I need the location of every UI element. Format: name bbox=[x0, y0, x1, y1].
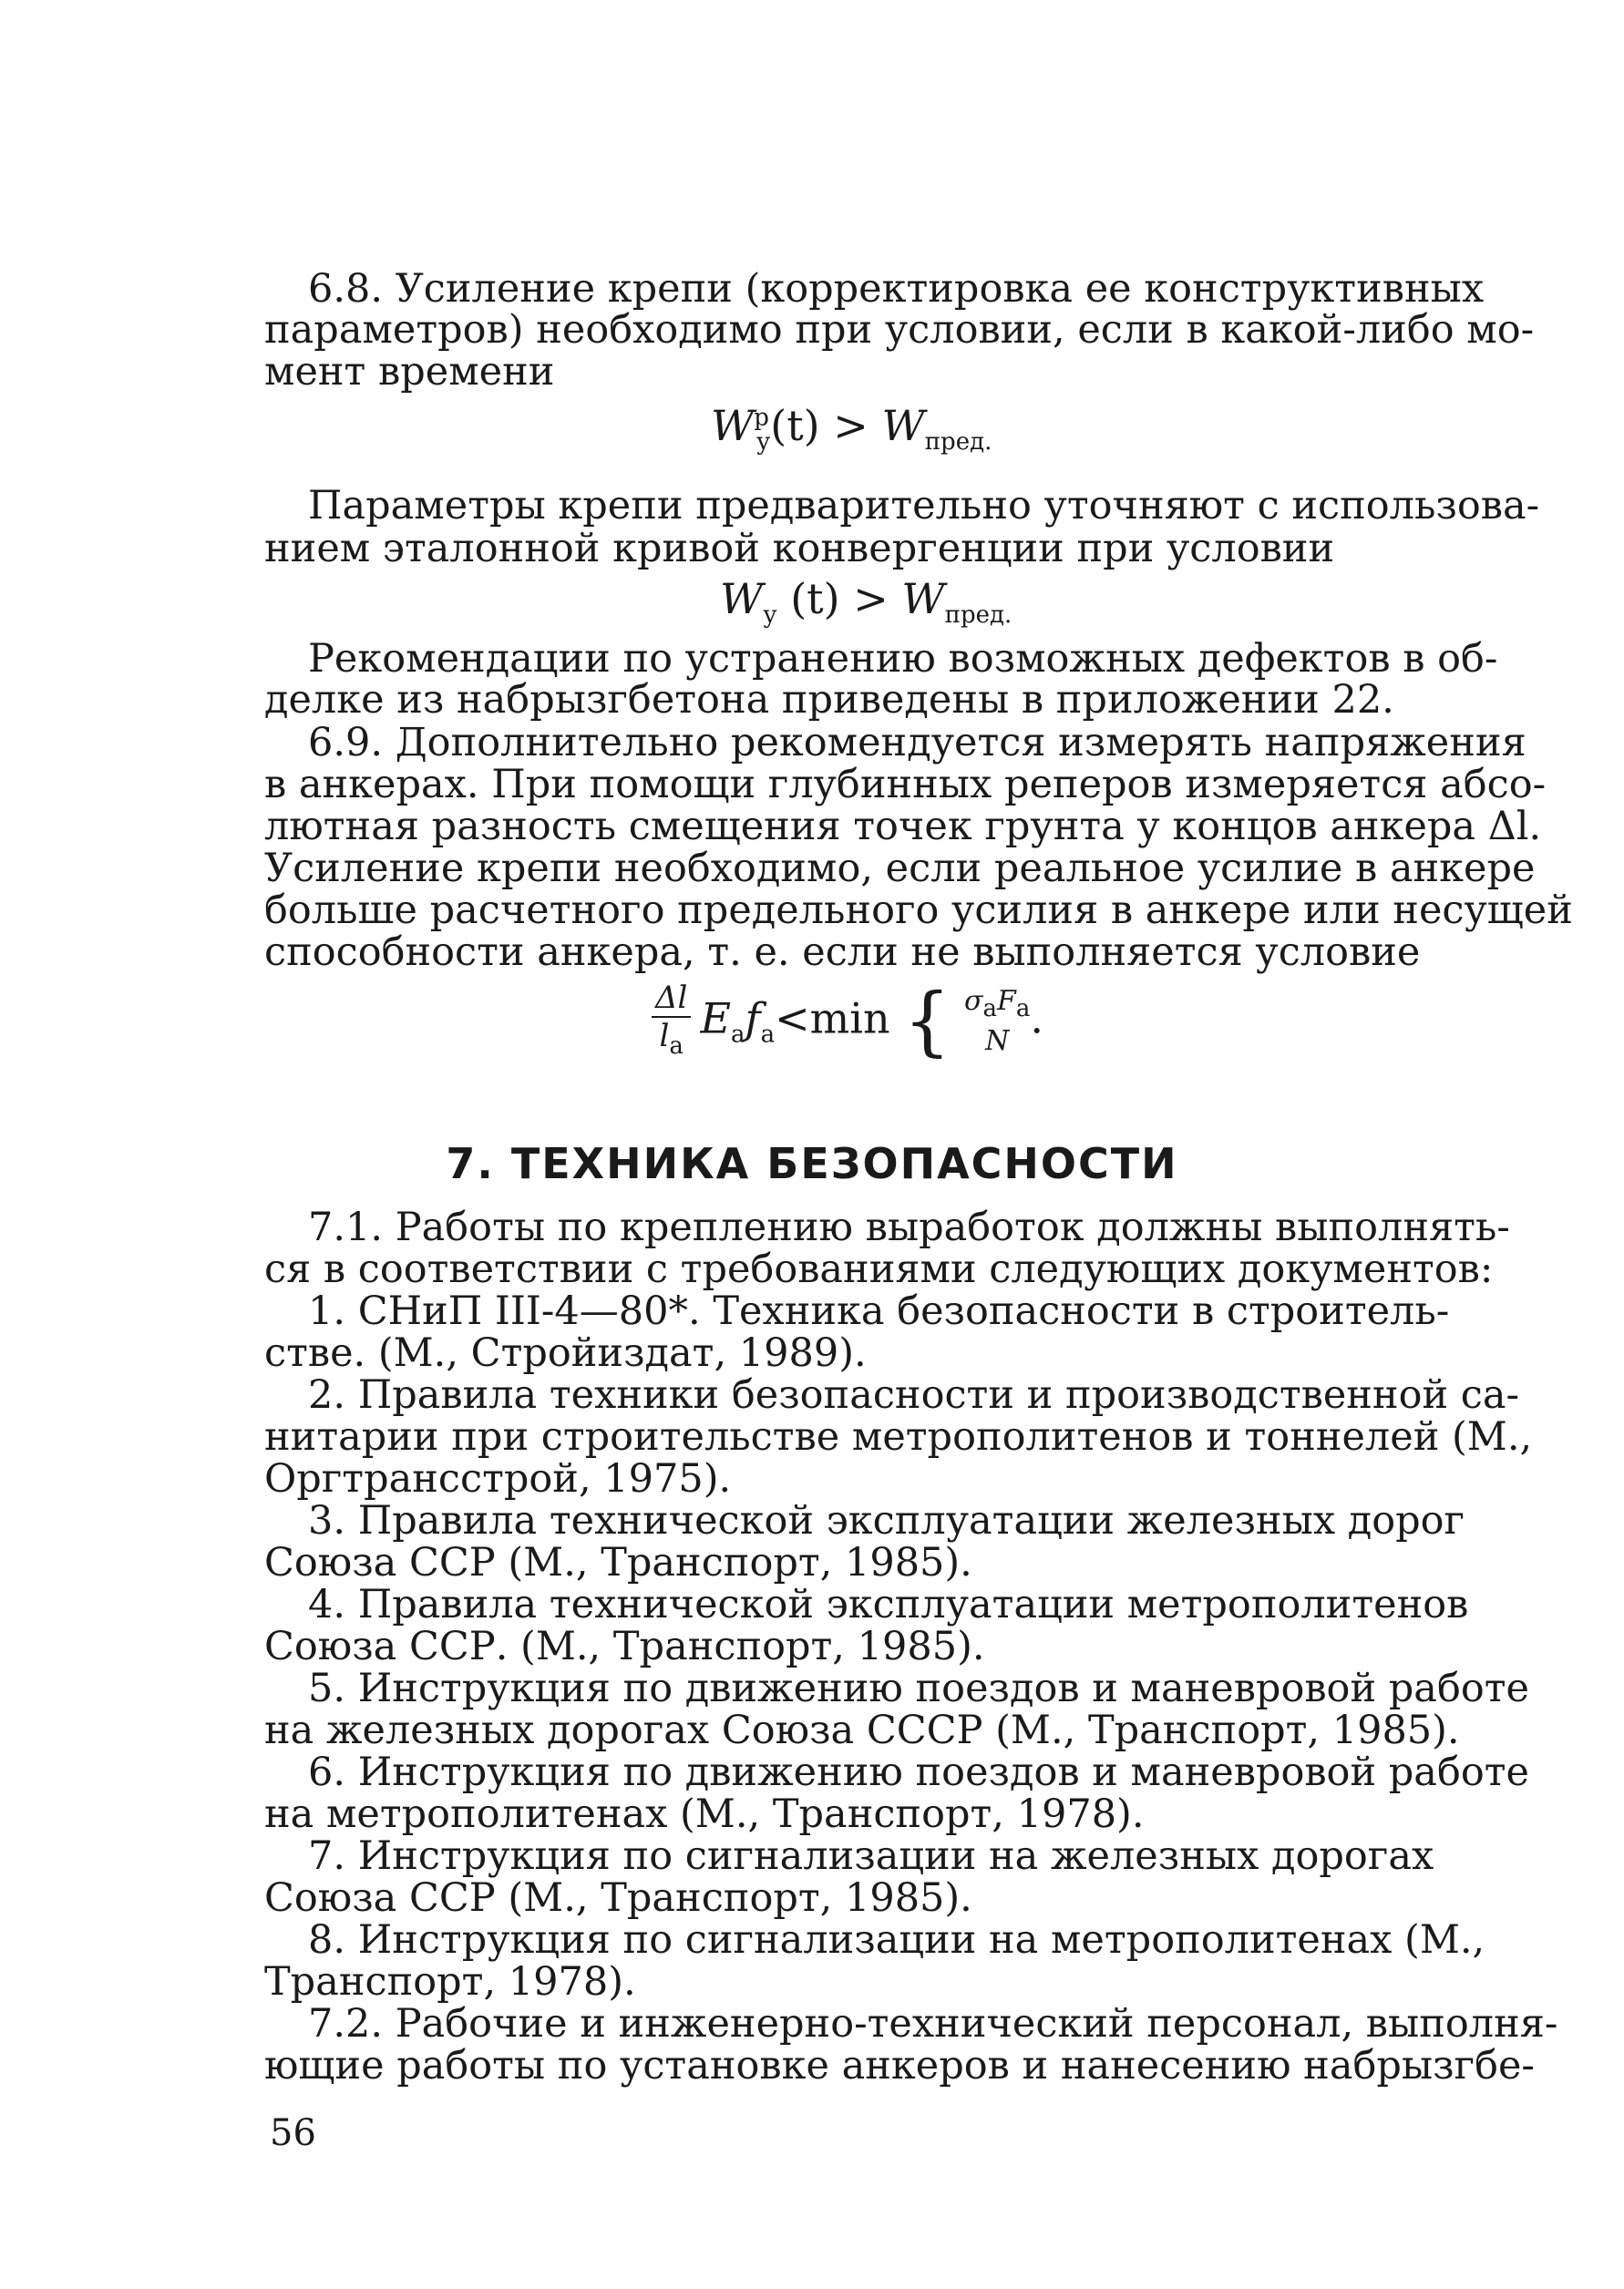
paragraph-7-2-line: 7.2. Рабочие и инженерно-технический персонал, выполня- bbox=[308, 2001, 1558, 2047]
page-number: 56 bbox=[270, 2112, 316, 2154]
paragraph-6-9-line: в анкерах. При помощи глубинных реперов измеряется абсо- bbox=[264, 762, 1547, 807]
list-item: 4. Правила технической эксплуатации метрополитенов bbox=[308, 1582, 1469, 1627]
formula-wy: $W_у$ $(t) > W_{пред.}$ bbox=[720, 574, 1012, 630]
list-item: Союза ССР. (М., Транспорт, 1985). bbox=[264, 1624, 985, 1669]
list-item: 1. СНиП III-4—80*. Техника безопасности в строитель- bbox=[308, 1288, 1450, 1334]
list-item: на железных дорогах Союза СССР (М., Транспорт, 1985). bbox=[264, 1708, 1460, 1753]
fraction: $\frac{\Delta l}{l_a}$ bbox=[652, 980, 691, 1064]
paragraph-recom-line: делке из набрызгбетона приведены в приложении 22. bbox=[264, 677, 1394, 723]
list-item: стве. (М., Стройиздат, 1989). bbox=[264, 1330, 867, 1376]
list-item: Транспорт, 1978). bbox=[264, 1959, 636, 2005]
paragraph-7-1-line: ся в соответствии с требованиями следующих документов: bbox=[264, 1247, 1494, 1292]
paragraph-params-line: нием эталонной кривой конвергенции при условии bbox=[264, 526, 1335, 571]
paragraph-6-8-line: 6.8. Усиление крепи (корректировка ее конструктивных bbox=[308, 266, 1485, 312]
list-item: Союза ССР (М., Транспорт, 1985). bbox=[264, 1875, 972, 1921]
min-arguments: $\sigma_aF_a$ N bbox=[964, 985, 1031, 1058]
list-item: нитарии при строительстве метрополитенов и тоннелей (М., bbox=[264, 1414, 1533, 1460]
paragraph-6-8-line: мент времени bbox=[264, 349, 555, 395]
list-item: 7. Инструкция по сигнализации на железных дорогах bbox=[308, 1833, 1434, 1879]
list-item: на метрополитенах (М., Транспорт, 1978). bbox=[264, 1791, 1145, 1837]
paragraph-recom-line: Рекомендации по устранению возможных дефектов в об- bbox=[308, 636, 1498, 682]
paragraph-6-9-line: Усиление крепи необходимо, если реальное усилие в анкере bbox=[264, 846, 1536, 891]
paragraph-7-1-line: 7.1. Работы по креплению выработок должны выполнять- bbox=[308, 1205, 1510, 1250]
paragraph-7-2-line: ющие работы по установке анкеров и нанесению набрызгбе- bbox=[264, 2043, 1535, 2089]
list-item: 2. Правила техники безопасности и производственной са- bbox=[308, 1372, 1520, 1418]
formula-wy-p: $W^р_у(t) > W_{пред.}$ bbox=[711, 401, 992, 457]
formula-anchor-condition: $\frac{\Delta l}{l_a}$ $E_af_a<\min$ { $\sigma_aF_a$ N . bbox=[652, 980, 1043, 1064]
paragraph-6-9-line: способности анкера, т. е. если не выполняется условие bbox=[264, 929, 1421, 975]
list-item: 5. Инструкция по движению поездов и маневровой работе bbox=[308, 1666, 1529, 1711]
list-item: Союза ССР (М., Транспорт, 1985). bbox=[264, 1540, 972, 1586]
list-item: 6. Инструкция по движению поездов и маневровой работе bbox=[308, 1750, 1529, 1795]
paragraph-6-9-line: больше расчетного предельного усилия в анкере или несущей bbox=[264, 888, 1573, 933]
list-item: 3. Правила технической эксплуатации железных дорог bbox=[308, 1498, 1465, 1544]
paragraph-6-8-line: параметров) необходимо при условии, если в какой-либо мо- bbox=[264, 307, 1535, 353]
paragraph-params-line: Параметры крепи предварительно уточняют с использова- bbox=[308, 483, 1540, 529]
section-heading: 7. ТЕХНИКА БЕЗОПАСНОСТИ bbox=[446, 1139, 1178, 1188]
paragraph-6-9-line: 6.9. Дополнительно рекомендуется измерять напряжения bbox=[308, 720, 1526, 765]
list-item: Оргтрансстрой, 1975). bbox=[264, 1456, 732, 1502]
paragraph-6-9-line: лютная разность смещения точек грунта у концов анкера Δl. bbox=[264, 804, 1542, 849]
list-item: 8. Инструкция по сигнализации на метрополитенах (М., bbox=[308, 1917, 1485, 1963]
